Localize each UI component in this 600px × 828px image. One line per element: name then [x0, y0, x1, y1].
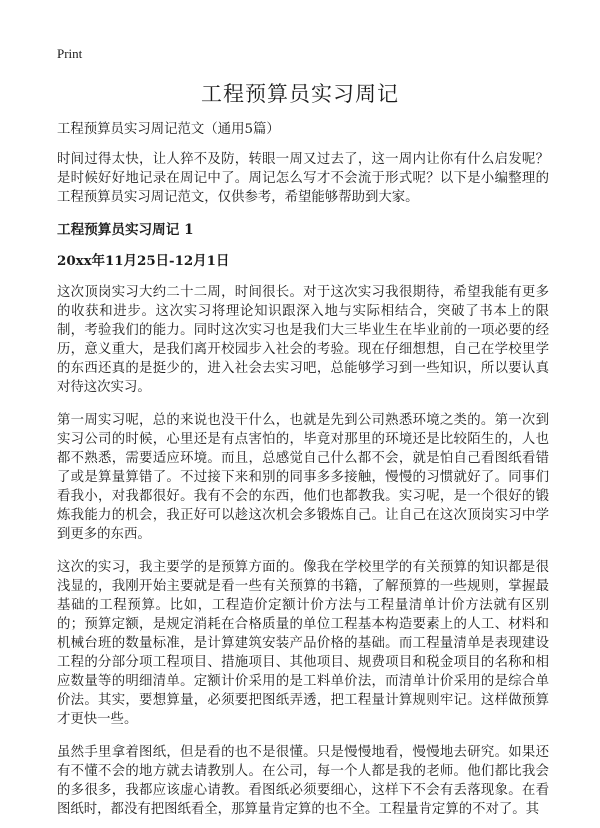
date-range: 20xx年11月25日-12月1日: [57, 253, 230, 269]
body-paragraph: 第一周实习呢，总的来说也没干什么，也就是先到公司熟悉环境之类的。第一次到实习公司的时候，心里还是有点害怕的，毕竟对那里的环境还是比较陌生的，人也都不熟悉，需要适应环境。而且，总感觉自己什么都不会，就是怕自己看图纸看错了或是算量算错了。不过接下来和别的同事多多接触，慢慢的习惯就好了。同事们看我小，对我都很好。我有不会的东西，他们也都教我。实习呢，是一个很好的锻炼我能力的机会，我正好可以趁这次机会多锻炼自己。让自己在这次顶岗实习中学到更多的东西。: [57, 413, 549, 542]
body-paragraph: 虽然手里拿着图纸，但是看的也不是很懂。只是慢慢地看，慢慢地去研究。如果还有不懂不会的地方就去请教别人。在公司，每一个人都是我的老师。他们都比我会的多很多，我都应该虚心请教。看图纸必须要细心，这样下不会有丢落现象。在看图纸时，都没有把图纸看全，那算量肯定算的也不全。工程量肯定算的不对了。其: [57, 745, 549, 817]
document-title: 工程预算员实习周记: [201, 82, 399, 106]
body-paragraph: 这次顶岗实习大约二十二周，时间很长。对于这次实习我很期待，希望我能有更多的收获和进步。这次实习将理论知识跟深入地与实际相结合，突破了书本上的限制，考验我们的能力。同时这次实习也是我们大三毕业生在毕业前的一项必要的经历，意义重大，是我们离开校园步入社会的考验。现在仔细想想，自己在学校里学的东西还真的是挺少的，进入社会去实习吧，总能够学习到一些知识，所以要认真对待这次实习。: [57, 285, 549, 395]
section-heading: 工程预算员实习周记 1: [57, 222, 194, 238]
body-paragraph: 这次的实习，我主要学的是预算方面的。像我在学校里学的有关预算的知识都是很浅显的，我刚开始主要就是看一些有关预算的书籍，了解预算的一些规则，掌握最基础的工程预算。比如，工程造价定额计价方法与工程量清单计价方法就有区别的；预算定额，是规定消耗在合格质量的单位工程基本构造要素上的人工、材料和机械台班的数量标准，是计算建筑安装产品价格的基础。而工程量清单是表现建设工程的分部分项工程项目、措施项目、其他项目、规费项目和税金项目的名称和相应数量等的明细清单。定额计价采用的是工料单价法，而清单计价采用的是综合单价法。其实，要想算量，必须要把图纸弄透，把工程量计算规则牢记。这样做预算才更快一些。: [57, 560, 549, 727]
document-body: [57, 120, 549, 828]
document-subtitle: 工程预算员实习周记范文（通用5篇）: [57, 122, 280, 137]
intro-paragraph: 时间过得太快，让人猝不及防，转眼一周又过去了，这一周内让你有什么启发呢？是时候好好地记录在周记中了。周记怎么写才不会流于形式呢？以下是小编整理的工程预算员实习周记范文，仅供参考，希望能够帮助到大家。: [57, 152, 549, 205]
print-label[interactable]: Print: [57, 46, 83, 61]
